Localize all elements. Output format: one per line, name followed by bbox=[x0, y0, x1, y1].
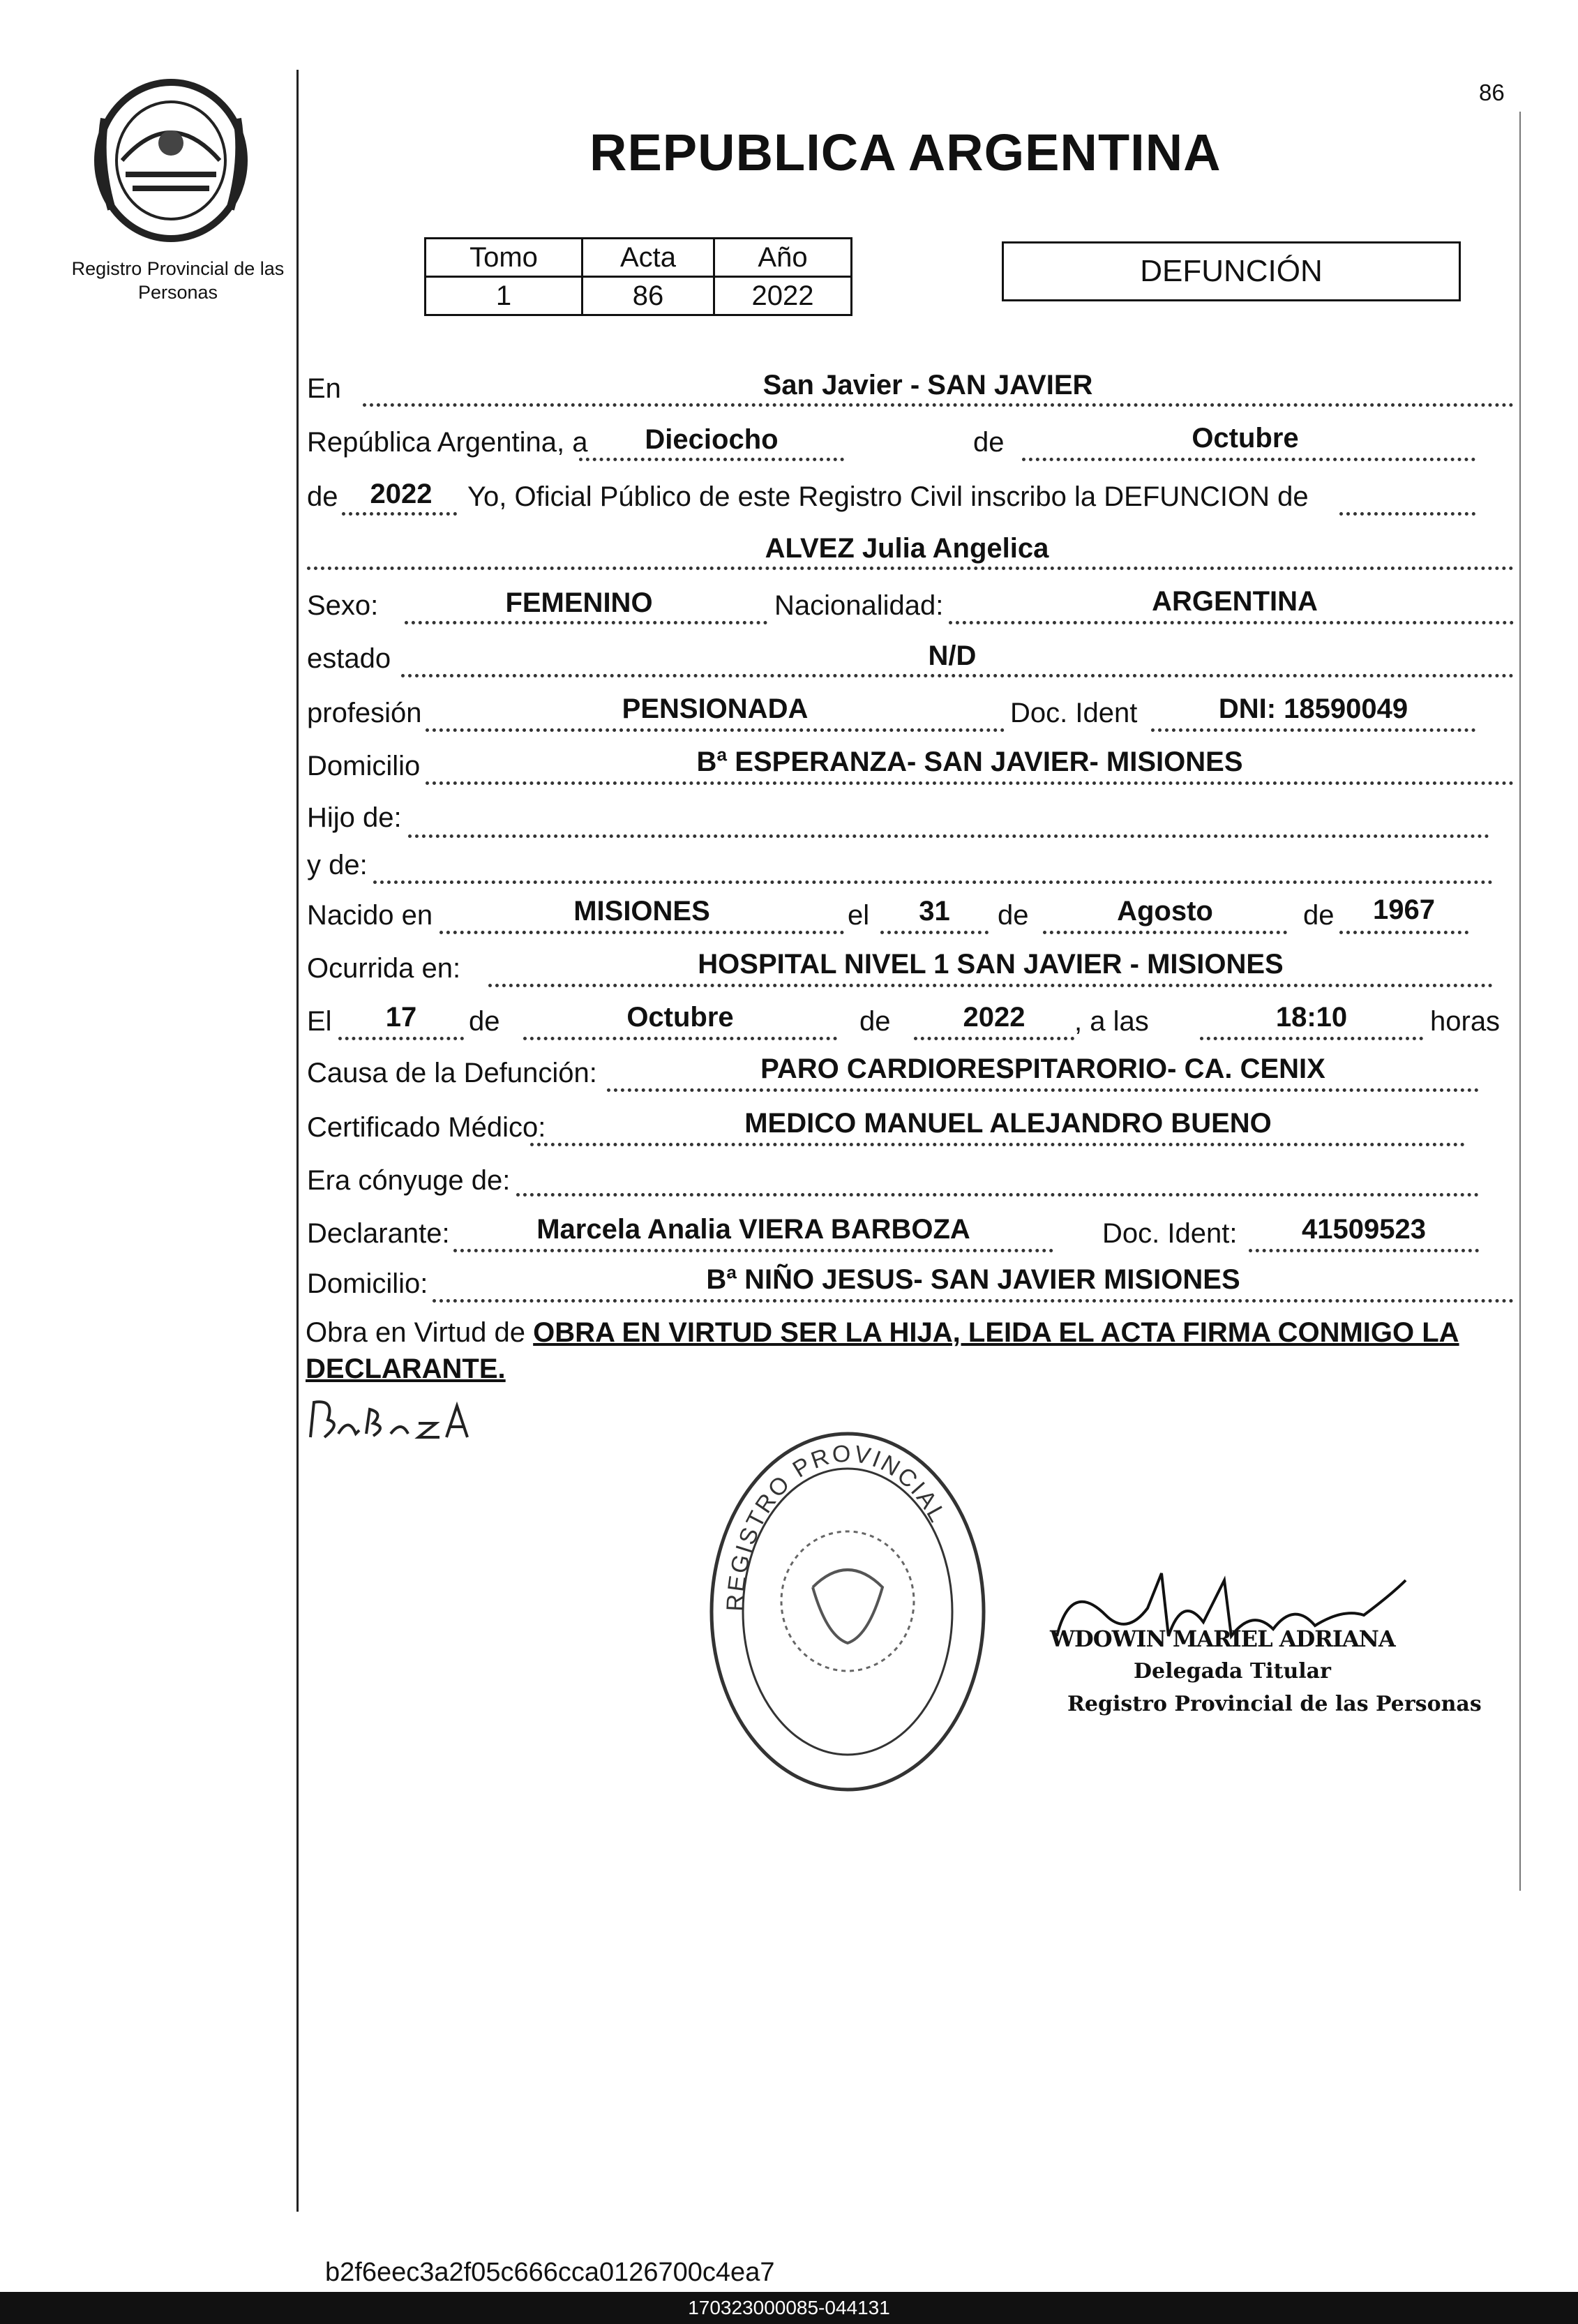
dotted-line bbox=[1043, 931, 1287, 934]
page-number: 86 bbox=[1479, 80, 1505, 105]
value-nacionalidad: ARGENTINA bbox=[1152, 586, 1318, 617]
value-estado: N/D bbox=[928, 640, 977, 671]
label-conyuge: Era cónyuge de: bbox=[307, 1165, 511, 1196]
value-dia-nacimiento: 31 bbox=[919, 896, 950, 927]
left-margin-line bbox=[296, 70, 299, 2212]
label-y-de: y de: bbox=[307, 850, 368, 880]
dotted-line bbox=[1249, 1249, 1479, 1252]
label-inscribo: Yo, Oficial Público de este Registro Civil inscribo la DEFUNCION de bbox=[467, 481, 1309, 512]
official-organization: Registro Provincial de las Personas bbox=[1067, 1692, 1482, 1716]
dotted-line bbox=[523, 1037, 837, 1040]
official-role: Delegada Titular bbox=[1134, 1659, 1331, 1684]
value-hora: 18:10 bbox=[1275, 1002, 1348, 1033]
table-value-tomo: 1 bbox=[426, 277, 583, 315]
tomo-acta-anio-table bbox=[424, 237, 852, 316]
svg-text:REGISTRO PROVINCIAL: REGISTRO PROVINCIAL bbox=[721, 1440, 952, 1612]
dotted-line bbox=[401, 674, 1514, 677]
label-republica: República Argentina, a bbox=[307, 427, 588, 458]
value-lugar: San Javier - SAN JAVIER bbox=[762, 370, 1093, 400]
dotted-line bbox=[405, 621, 767, 624]
dotted-line bbox=[607, 1088, 1479, 1092]
label-obra: Obra en Virtud de bbox=[306, 1317, 526, 1348]
label-el: el bbox=[848, 900, 870, 931]
table-header-acta: Acta bbox=[583, 239, 714, 277]
label-sexo: Sexo: bbox=[307, 590, 379, 621]
label-de-def2: de bbox=[859, 1006, 891, 1037]
label-nacionalidad: Nacionalidad: bbox=[774, 590, 944, 621]
dotted-line bbox=[1022, 458, 1475, 461]
dotted-line bbox=[439, 931, 844, 934]
dotted-line bbox=[1339, 931, 1468, 934]
value-domicilio-declarante: Bª NIÑO JESUS- SAN JAVIER MISIONES bbox=[706, 1264, 1240, 1295]
document-hash: b2f6eec3a2f05c666cca0126700c4ea7 bbox=[325, 2258, 775, 2287]
table-header-tomo: Tomo bbox=[426, 239, 583, 277]
label-certificado: Certificado Médico: bbox=[307, 1112, 546, 1143]
table-value-acta: 86 bbox=[583, 277, 714, 315]
label-en: En bbox=[307, 373, 341, 404]
label-causa: Causa de la Defunción: bbox=[307, 1058, 597, 1088]
value-domicilio: Bª ESPERANZA- SAN JAVIER- MISIONES bbox=[696, 747, 1243, 777]
dotted-line bbox=[1200, 1037, 1423, 1040]
label-domicilio-declarante: Domicilio: bbox=[307, 1268, 428, 1299]
label-de-nac1: de bbox=[998, 900, 1029, 931]
label-de: de bbox=[973, 427, 1005, 458]
dotted-line bbox=[342, 512, 457, 516]
value-dia-defuncion: 17 bbox=[385, 1002, 417, 1033]
value-certificado: MEDICO MANUEL ALEJANDRO BUENO bbox=[744, 1108, 1272, 1139]
label-de-nac2: de bbox=[1303, 900, 1335, 931]
label-hijo-de: Hijo de: bbox=[307, 802, 402, 833]
value-dia: Dieciocho bbox=[645, 424, 779, 455]
value-declarante: Marcela Analia VIERA BARBOZA bbox=[536, 1214, 970, 1245]
value-dni: DNI: 18590049 bbox=[1218, 694, 1408, 724]
official-stamp-seal bbox=[708, 1427, 987, 1797]
dotted-line bbox=[488, 984, 1493, 987]
label-horas: horas bbox=[1430, 1006, 1501, 1037]
value-obra: OBRA EN VIRTUD SER LA HIJA, LEIDA EL ACTA FIRMA CONMIGO LA DECLARANTE. bbox=[306, 1317, 1459, 1384]
value-anio-defuncion: 2022 bbox=[963, 1002, 1025, 1033]
label-de-anio: de bbox=[307, 481, 338, 512]
dotted-line bbox=[363, 403, 1514, 407]
value-anio: 2022 bbox=[370, 479, 433, 509]
value-doc-declarante: 41509523 bbox=[1302, 1214, 1426, 1245]
value-nombre-fallecido: ALVEZ Julia Angelica bbox=[765, 533, 1049, 564]
label-domicilio: Domicilio bbox=[307, 751, 421, 781]
label-estado: estado bbox=[307, 643, 391, 674]
label-de-def1: de bbox=[469, 1006, 500, 1037]
province-seal-logo bbox=[84, 77, 258, 244]
value-causa: PARO CARDIORESPITARORIO- CA. CENIX bbox=[760, 1054, 1325, 1084]
label-profesion: profesión bbox=[307, 698, 422, 728]
dotted-line bbox=[433, 1299, 1514, 1303]
dotted-line bbox=[530, 1143, 1465, 1146]
dotted-line bbox=[1339, 512, 1475, 516]
dotted-line bbox=[426, 781, 1514, 785]
value-profesion: PENSIONADA bbox=[622, 694, 809, 724]
value-mes: Octubre bbox=[1192, 423, 1299, 453]
dotted-line bbox=[408, 834, 1489, 838]
dotted-line bbox=[453, 1249, 1053, 1252]
label-a-las: , a las bbox=[1074, 1006, 1149, 1037]
label-el-fecha: El bbox=[307, 1006, 332, 1037]
dotted-line bbox=[1151, 728, 1475, 732]
dotted-line bbox=[880, 931, 989, 934]
dotted-line bbox=[579, 458, 844, 461]
act-type-box: DEFUNCIÓN bbox=[1002, 241, 1461, 301]
value-mes-defuncion: Octubre bbox=[626, 1002, 734, 1033]
dotted-line bbox=[373, 880, 1493, 884]
value-mes-nacimiento: Agosto bbox=[1117, 896, 1213, 927]
label-nacido-en: Nacido en bbox=[307, 900, 433, 931]
label-ocurrida-en: Ocurrida en: bbox=[307, 953, 461, 984]
table-header-anio: Año bbox=[714, 239, 852, 277]
dotted-line bbox=[338, 1037, 464, 1040]
dotted-line bbox=[949, 621, 1514, 624]
value-anio-nacimiento: 1967 bbox=[1373, 894, 1435, 925]
value-sexo: FEMENINO bbox=[505, 587, 653, 618]
registry-name: Registro Provincial de las Personas bbox=[71, 258, 285, 303]
value-lugar-nacimiento: MISIONES bbox=[573, 896, 710, 927]
right-margin-line bbox=[1519, 112, 1521, 1891]
value-lugar-defuncion: HOSPITAL NIVEL 1 SAN JAVIER - MISIONES bbox=[698, 949, 1284, 980]
dotted-line bbox=[307, 567, 1514, 570]
label-doc-ident: Doc. Ident bbox=[1010, 698, 1138, 728]
barcode-bar: 170323000085-044131 bbox=[0, 2292, 1578, 2324]
dotted-line bbox=[516, 1193, 1479, 1197]
declarant-signature bbox=[307, 1395, 488, 1462]
page-title: REPUBLICA ARGENTINA bbox=[589, 123, 1222, 181]
obra-en-virtud bbox=[306, 1314, 1512, 1387]
official-name: WDOWIN MARIEL ADRIANA bbox=[1050, 1626, 1395, 1652]
dotted-line bbox=[426, 728, 1005, 732]
label-declarante: Declarante: bbox=[307, 1218, 450, 1249]
label-doc-ident-declarante: Doc. Ident: bbox=[1102, 1218, 1238, 1249]
dotted-line bbox=[914, 1037, 1074, 1040]
table-value-anio: 2022 bbox=[714, 277, 852, 315]
